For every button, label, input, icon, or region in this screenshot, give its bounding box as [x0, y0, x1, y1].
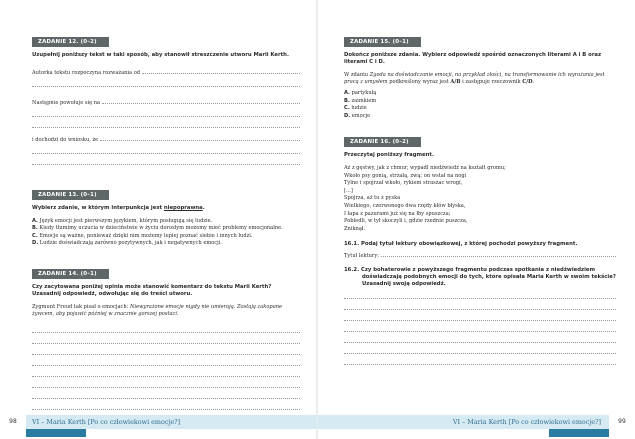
page-number: 98: [9, 418, 17, 425]
option-letter: B.: [32, 225, 38, 232]
task-12-line-1[interactable]: [32, 65, 300, 76]
page-number: 99: [618, 418, 626, 425]
task-14-badge: ZADANIE 14. (0–1): [32, 269, 109, 279]
task-16-1-question: [344, 241, 616, 248]
answer-line[interactable]: [32, 366, 300, 377]
option-letter: B.: [344, 97, 350, 104]
task-16-1-answer[interactable]: [344, 248, 616, 259]
right-column: [344, 28, 616, 365]
answer-line[interactable]: [344, 299, 616, 310]
option-letter: C.: [344, 105, 350, 112]
task-12-line-3[interactable]: [32, 132, 300, 143]
task-12-badge: ZADANIE 12. (0–2): [32, 37, 109, 47]
task-15-quoted-sentence: Zgoda na doświadczanie emocji, na przykład złości, na transformowanie ich wyrażania jest pracą z umysłem: [344, 72, 605, 86]
footer-title: VI – Maria Kerth [Po co człowiekowi emocje?]: [32, 418, 181, 426]
task-15-text-end: .: [532, 79, 535, 86]
answer-line[interactable]: [32, 344, 300, 355]
task-16-2-number: 16.2.: [344, 267, 360, 274]
task-15-option-c[interactable]: [344, 105, 616, 112]
option-letter: C.: [32, 232, 38, 239]
task-15-sentence: [344, 72, 616, 86]
answer-line[interactable]: [32, 355, 300, 366]
answer-line[interactable]: [32, 388, 300, 399]
task-13-badge: ZADANIE 13. (0–1): [32, 190, 109, 200]
poem-line: I łapa z pazurami już się na łby spuszcza;: [344, 210, 451, 217]
footer-title: VI – Maria Kerth [Po co człowiekowi emocje?]: [452, 418, 601, 426]
task-13-option-d[interactable]: [32, 240, 300, 247]
task-13-question-emphasis: niepoprawna: [163, 205, 203, 211]
task-15-option-a[interactable]: [344, 90, 616, 97]
task-14-quote: [32, 304, 300, 318]
task-15-text-c: i zastępuje rzeczownik: [460, 79, 523, 86]
task-16-2-text: Czy bohaterowie z powyższego fragmentu podczas spotkania z niedźwiedziem doświadczają podobnych emocji do tych, które opisała Maria Kerth w swoim tekście? Uzasadnij swoją odpowiedź.: [360, 267, 616, 288]
answer-line[interactable]: [344, 354, 616, 365]
answer-line[interactable]: [344, 288, 616, 299]
task-16-badge: ZADANIE 16. (0–2): [344, 137, 421, 147]
option-letter: D.: [344, 112, 351, 119]
task-13-question: [32, 205, 300, 212]
answer-line[interactable]: [344, 321, 616, 332]
answer-line[interactable]: [32, 377, 300, 388]
answer-line[interactable]: [344, 343, 616, 354]
task-14-quote-text: Niewyrażone emocje nigdy nie umierają. Zostają zakopane żywcem, aby pojawić później w znacznie gorszej postaci.: [32, 303, 283, 317]
task-16-1-number: 16.1.: [344, 241, 360, 248]
answer-field[interactable]: [142, 73, 300, 74]
right-footer: [318, 415, 635, 429]
answer-line[interactable]: [344, 332, 616, 343]
task-16-1-label: Tytuł lektury:: [344, 253, 379, 260]
right-page: [318, 0, 635, 439]
answer-line[interactable]: [32, 399, 300, 410]
poem-line: Zniknął.: [344, 225, 366, 232]
option-text: ludzie: [351, 105, 367, 112]
task-14-question: Czy zacytowana poniżej opinia może stanowić komentarz do tekstu Marii Kerth? Uzasadnij odpowiedź, odwołując się do treści utworu.: [32, 283, 272, 297]
task-14-quote-intro: Zygmunt Freud tak pisał o emocjach:: [32, 303, 131, 310]
left-column: [32, 28, 300, 421]
option-text: partykułą: [351, 90, 377, 97]
poem-line: [...]: [344, 187, 353, 194]
task-15-option-d[interactable]: [344, 113, 616, 120]
poem-line: Wkoło psy gonią, strzałą, zwą; on wstał na nogi: [344, 172, 467, 179]
task-13-question-start: Wybierz zdanie, w którym interpunkcja jest: [32, 205, 164, 211]
task-15-text-b: podkreślony wyraz jest: [387, 79, 451, 86]
footer-accent: [549, 429, 609, 437]
left-page: [0, 0, 317, 439]
answer-line[interactable]: [32, 117, 300, 128]
answer-field[interactable]: [100, 140, 300, 141]
task-12-question: Uzupełnij poniższy tekst w taki sposób, aby stanowił streszczenie utworu Marii Kerth.: [32, 52, 289, 58]
task-13-option-b[interactable]: [32, 225, 300, 232]
option-text: Ludzie doświadczają zarówno pozytywnych, jak i negatywnych emocji.: [39, 240, 222, 247]
task-13-options: [32, 218, 300, 248]
task-13-question-end: .: [202, 205, 205, 211]
poem-line: Aż z gęstwy, jak z chmur, wypadł niedźwiedź na kształt gromu;: [344, 165, 506, 172]
option-letter: A.: [344, 90, 350, 97]
task-15-text-a: W zdaniu: [344, 72, 370, 78]
answer-line[interactable]: [32, 154, 300, 165]
task-16-poem: [344, 165, 616, 233]
option-text: emocje: [351, 112, 371, 119]
task-15-question: Dokończ poniższe zdania. Wybierz odpowiedź spośród oznaczonych literami A i B oraz literami C i D.: [344, 52, 602, 65]
task-15-option-b[interactable]: [344, 98, 616, 105]
answer-field[interactable]: [102, 103, 300, 104]
answer-line[interactable]: [32, 322, 300, 333]
answer-line[interactable]: [32, 143, 300, 154]
option-text: Język emocji jest pierwszym językiem, którym posługują się ludzie.: [39, 218, 213, 224]
left-footer: [0, 415, 317, 429]
answer-line[interactable]: [32, 76, 300, 87]
footer-accent: [26, 429, 86, 437]
answer-line[interactable]: [344, 310, 616, 321]
task-16-1-text: Podaj tytuł lektury obowiązkowej, z której pochodzi powyższy fragment.: [360, 241, 578, 248]
poem-line: Tylne i spojrzał wkoło, rykiem straszac wrogi,: [344, 180, 463, 187]
option-text: zaimkiem: [351, 97, 377, 104]
option-text: Kiedy tłumimy uczucia w dzieciństwie w życiu dorosłym możemy mieć problemy emocjonalne.: [39, 225, 283, 232]
task-15-badge: ZADANIE 15. (0–1): [344, 37, 421, 47]
answer-line[interactable]: [32, 333, 300, 344]
task-12-line-1-label: Autorka tekstu rozpoczyna rozważania od: [32, 70, 141, 76]
task-15-options: [344, 90, 616, 120]
task-12-line-2-label: Następnie powołuje się na: [32, 100, 101, 106]
option-letter: D.: [32, 240, 39, 247]
task-16-question: Przeczytaj poniższy fragment.: [344, 152, 434, 159]
task-12-line-3-label: i dochodzi do wniosku, że: [32, 137, 99, 143]
answer-field[interactable]: [381, 256, 616, 257]
option-letter: A.: [32, 218, 38, 224]
task-15-choice-ab: A/B: [450, 79, 461, 86]
task-12-line-2[interactable]: [32, 95, 300, 106]
task-16-2-question: [344, 267, 616, 288]
poem-line: Wielkiego, czerwonego dwa rzędy kłów błyska,: [344, 203, 466, 209]
poem-line: Pobledli, w tył skoczyli i, gdzie rzednie puszcza,: [344, 218, 468, 225]
task-15-choice-cd: C/D: [522, 79, 533, 86]
answer-line[interactable]: [32, 106, 300, 117]
poem-line: Spojrza, aż tu z pyska: [344, 195, 401, 202]
option-text: Emocje są ważne, ponieważ dzięki nim możemy lepiej poznać siebie i innych ludzi.: [39, 232, 253, 239]
